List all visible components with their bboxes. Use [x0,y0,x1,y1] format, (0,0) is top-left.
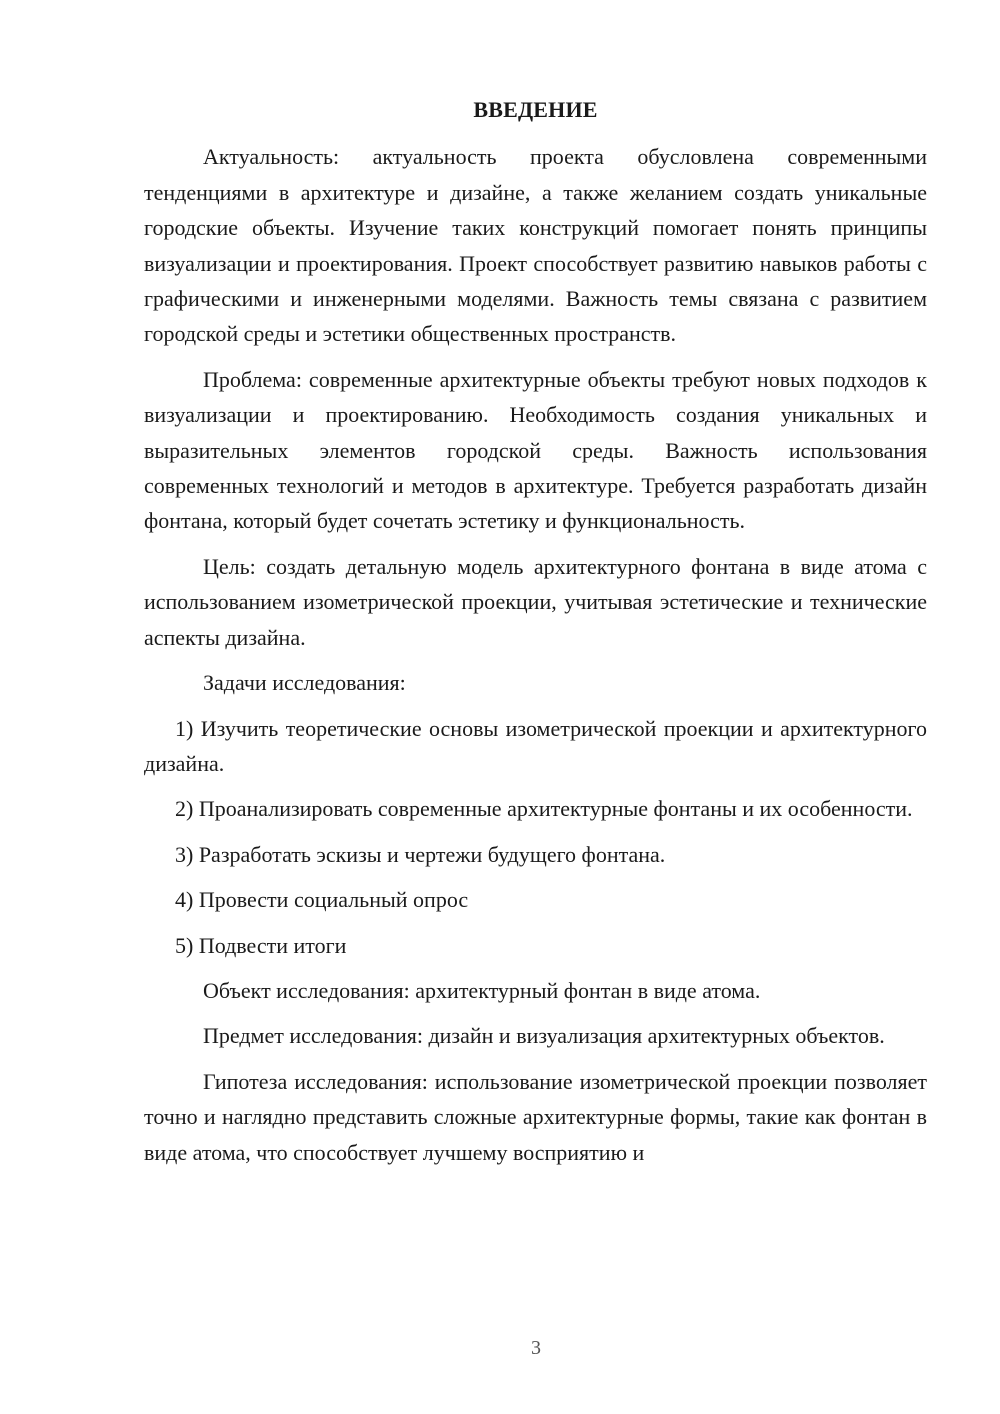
paragraph-object: Объект исследования: архитектурный фонтан в виде атома. [203,977,761,1003]
task-item-5: 5) Подвести итоги [175,932,347,958]
task-item-2: 2) Проанализировать современные архитектурные фонтаны и их особенности. [175,796,913,822]
task-item-4: 4) Провести социальный опрос [175,887,469,913]
paragraph-problem: Проблема: современные архитектурные объекты требуют новых подходов к визуализации и проектированию. Необходимость создания уникальных и выразительных элементов городской среды. Важность использования современных технологий и методов в архитектуре. Требуется разработать дизайн фонтана, который будет сочетать эстетику и функциональность. [144,366,927,534]
page-content [144,92,927,1180]
paragraph-relevance: Актуальность: актуальность проекта обусловлена современными тенденциями в архитектуре и дизайне, а также желанием создать уникальные городские объекты. Изучение таких конструкций помогает понять принципы визуализации и проектирования. Проект способствует развитию навыков работы с графическими и инженерными моделями. Важность темы связана с развитием городской среды и эстетики общественных пространств. [144,144,927,347]
page-number: 3 [531,1337,541,1359]
paragraph-subject: Предмет исследования: дизайн и визуализация архитектурных объектов. [203,1023,885,1049]
section-heading: ВВЕДЕНИЕ [473,97,598,122]
task-item-3: 3) Разработать эскизы и чертежи будущего фонтана. [175,841,666,867]
task-item-1: 1) Изучить теоретические основы изометрической проекции и архитектурного дизайна. [144,715,927,776]
paragraph-hypothesis: Гипотеза исследования: использование изометрической проекции позволяет точно и наглядно представить сложные архитектурные формы, такие как фонтан в виде атома, что способствует лучшему восприятию и [144,1068,927,1165]
tasks-title: Задачи исследования: [203,670,406,696]
paragraph-goal: Цель: создать детальную модель архитектурного фонтана в виде атома с использованием изометрической проекции, учитывая эстетические и технические аспекты дизайна. [144,553,927,650]
